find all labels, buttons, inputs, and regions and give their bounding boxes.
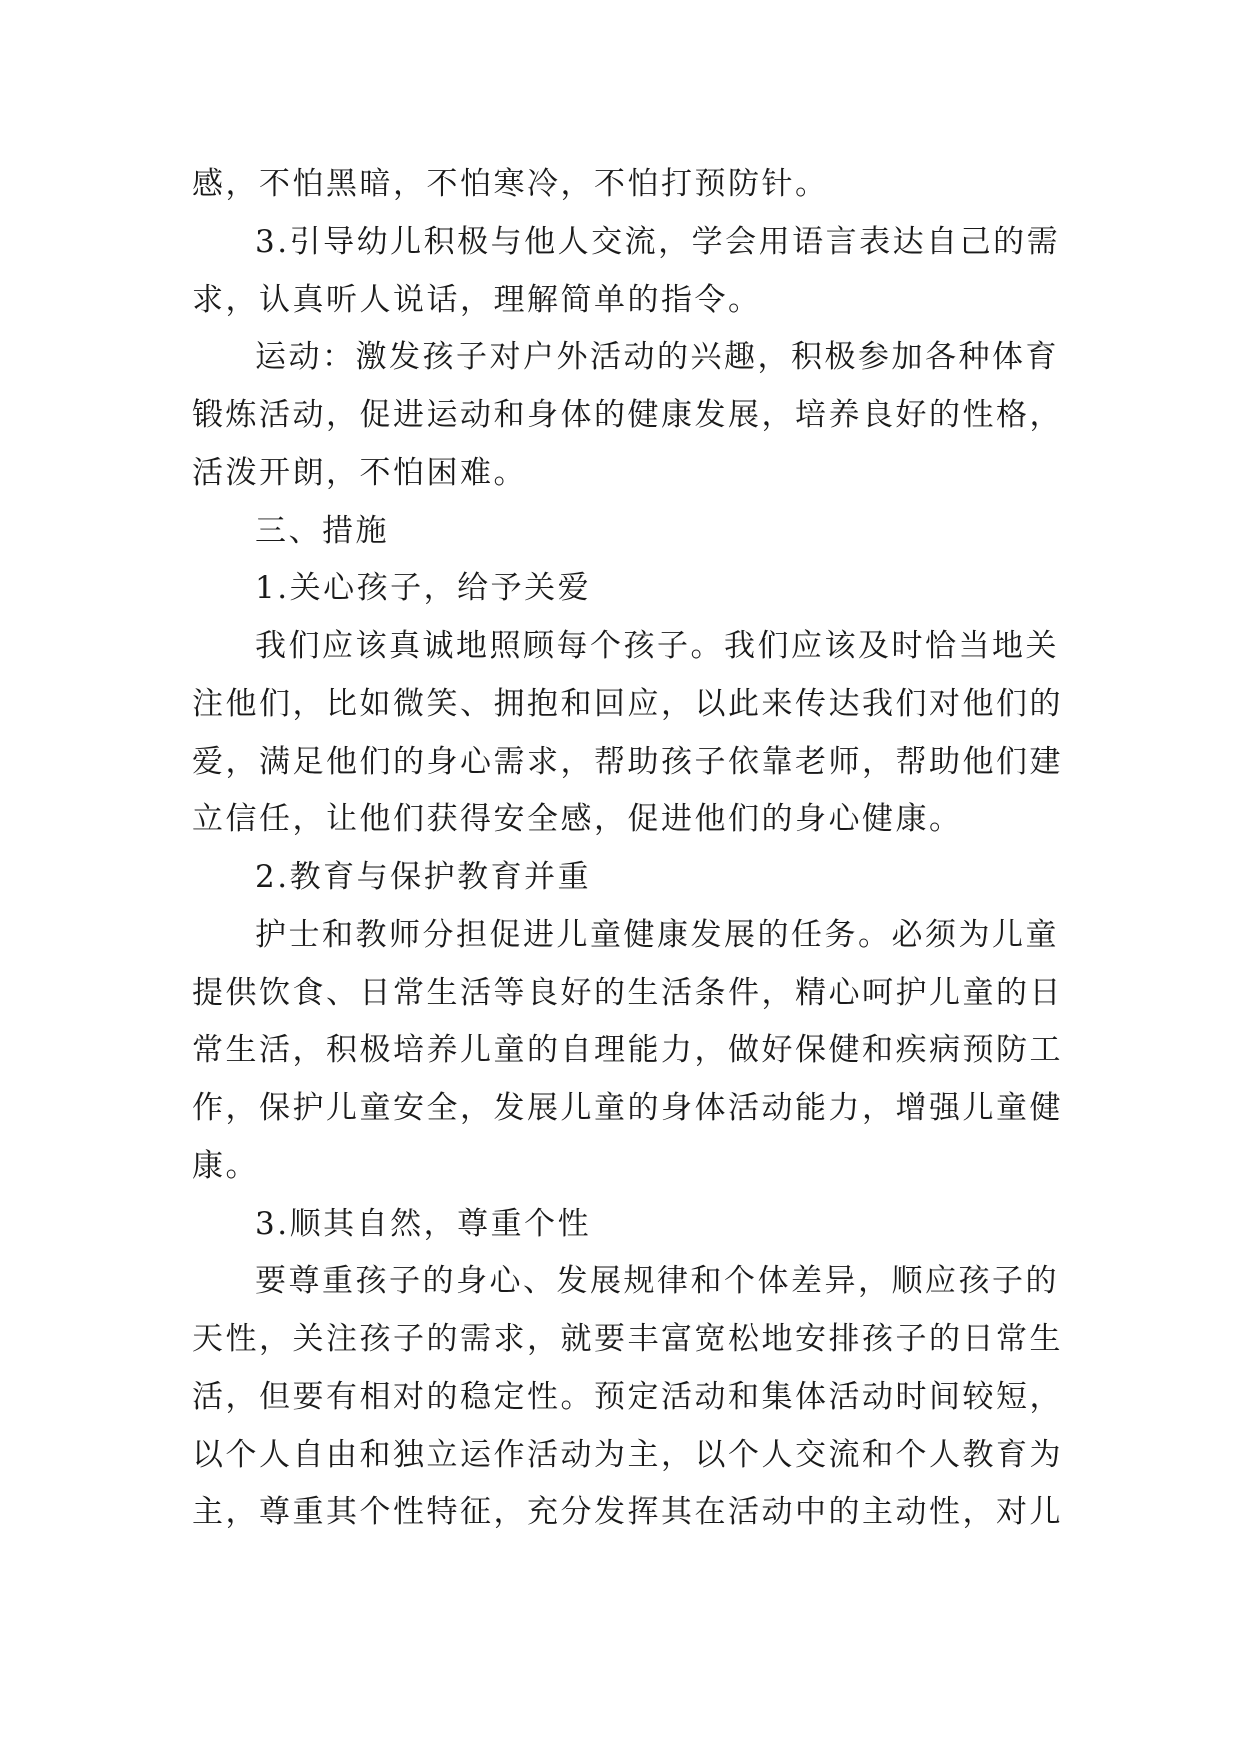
text-line: 天性，关注孩子的需求，就要丰富宽松地安排孩子的日常生 [192, 1321, 1063, 1357]
text-line: 注他们，比如微笑、拥抱和回应，以此来传达我们对他们的 [192, 686, 1063, 722]
text-line: 康。 [192, 1148, 259, 1184]
text-line: 求，认真听人说话，理解简单的指令。 [192, 282, 762, 318]
text-line: 要尊重孩子的身心、发展规律和个体差异，顺应孩子的 [255, 1263, 1059, 1299]
text-line: 常生活，积极培养儿童的自理能力，做好保健和疾病预防工 [192, 1032, 1063, 1068]
text-line: 感，不怕黑暗，不怕寒冷，不怕打预防针。 [192, 166, 829, 202]
section-heading: 三、措施 [255, 513, 389, 549]
subsection-heading: 1.关心孩子，给予关爱 [255, 570, 592, 606]
text-line: 护士和教师分担促进儿童健康发展的任务。必须为儿童 [255, 917, 1059, 953]
text-line: 提供饮食、日常生活等良好的生活条件，精心呵护儿童的日 [192, 975, 1063, 1011]
text-line: 活，但要有相对的稳定性。预定活动和集体活动时间较短， [192, 1379, 1063, 1415]
text-line: 以个人自由和独立运作活动为主，以个人交流和个人教育为 [192, 1437, 1063, 1473]
subsection-heading: 2.教育与保护教育并重 [255, 859, 592, 895]
text-line: 锻炼活动，促进运动和身体的健康发展，培养良好的性格， [192, 397, 1063, 433]
text-line: 运动：激发孩子对户外活动的兴趣，积极参加各种体育 [255, 339, 1059, 375]
subsection-heading: 3.顺其自然，尊重个性 [255, 1206, 592, 1242]
text-line: 我们应该真诚地照顾每个孩子。我们应该及时恰当地关 [255, 628, 1059, 664]
text-line: 爱，满足他们的身心需求，帮助孩子依靠老师，帮助他们建 [192, 744, 1063, 780]
text-line: 作，保护儿童安全，发展儿童的身体活动能力，增强儿童健 [192, 1090, 1063, 1126]
text-line: 3.引导幼儿积极与他人交流，学会用语言表达自己的需 [255, 224, 1061, 260]
text-line: 立信任，让他们获得安全感，促进他们的身心健康。 [192, 801, 963, 837]
text-line: 主，尊重其个性特征，充分发挥其在活动中的主动性，对儿 [192, 1494, 1063, 1530]
text-line: 活泼开朗，不怕困难。 [192, 455, 527, 491]
